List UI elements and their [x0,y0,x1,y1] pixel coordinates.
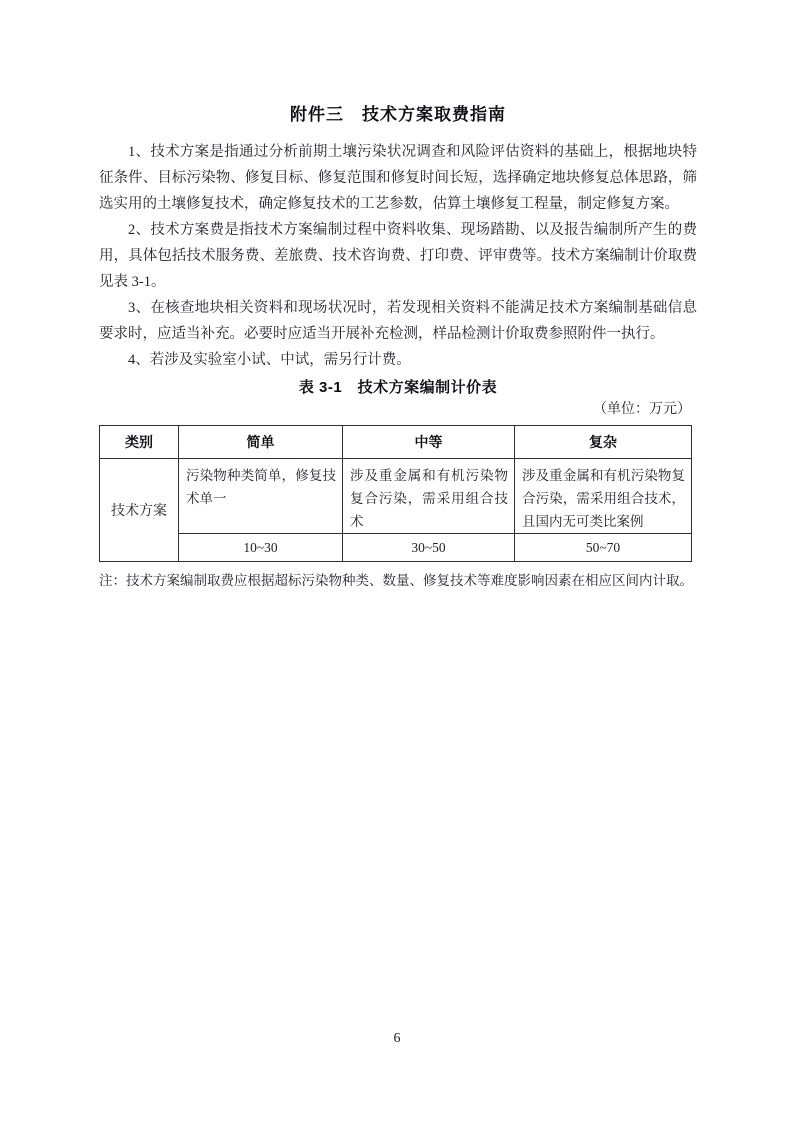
page-title: 附件三 技术方案取费指南 [290,105,506,124]
paragraph-2: 2、技术方案费是指技术方案编制过程中资料收集、现场踏勘、以及报告编制所产生的费用，具体包括技术服务费、差旅费、技术咨询费、打印费、评审费等。技术方案编制计价取费见表 3-1。 [99,222,697,290]
page-number: 6 [393,1031,401,1046]
table-description-row [100,459,692,534]
desc-cell-complex: 涉及重金属和有机污染物复合污染，需采用组合技术，且国内无可类比案例 [515,459,692,534]
category-cell: 技术方案 [100,459,179,562]
header-cell-simple: 简单 [179,426,343,459]
paragraph-1: 1、技术方案是指通过分析前期土壤污染状况调查和风险评估资料的基础上，根据地块特征条件、目标污染物、修复目标、修复范围和修复时间长短，选择确定地块修复总体思路，筛选实用的土壤修复技术，确定修复技术的工艺参数，估算土壤修复工程量，制定修复方案。 [99,144,697,212]
header-cell-category: 类别 [100,426,179,459]
desc-cell-simple: 污染物种类简单，修复技术单一 [179,459,343,534]
header-cell-complex: 复杂 [515,426,692,459]
table-caption: 表 3-1 技术方案编制计价表 [298,379,498,396]
paragraph-4: 4、若涉及实验室小试、中试，需另行计费。 [128,352,411,368]
pricing-table [99,425,692,562]
price-cell-simple: 10~30 [179,534,343,562]
desc-cell-medium: 涉及重金属和有机污染物复合污染，需采用组合技术 [343,459,515,534]
price-cell-medium: 30~50 [343,534,515,562]
table-price-row [100,534,692,562]
unit-label: （单位：万元） [593,402,691,417]
price-cell-complex: 50~70 [515,534,692,562]
body-text [99,139,697,373]
paragraph-3: 3、在核查地块相关资料和现场状况时，若发现相关资料不能满足技术方案编制基础信息要求时，应适当补充。必要时应适当开展补充检测，样品检测计价取费参照附件一执行。 [99,300,697,342]
page-content [99,0,697,591]
table-header-row [100,426,692,459]
header-cell-medium: 中等 [343,426,515,459]
note-text: 注：技术方案编制取费应根据超标污染物种类、数量、修复技术等难度影响因素在相应区间内计取。 [99,573,693,588]
